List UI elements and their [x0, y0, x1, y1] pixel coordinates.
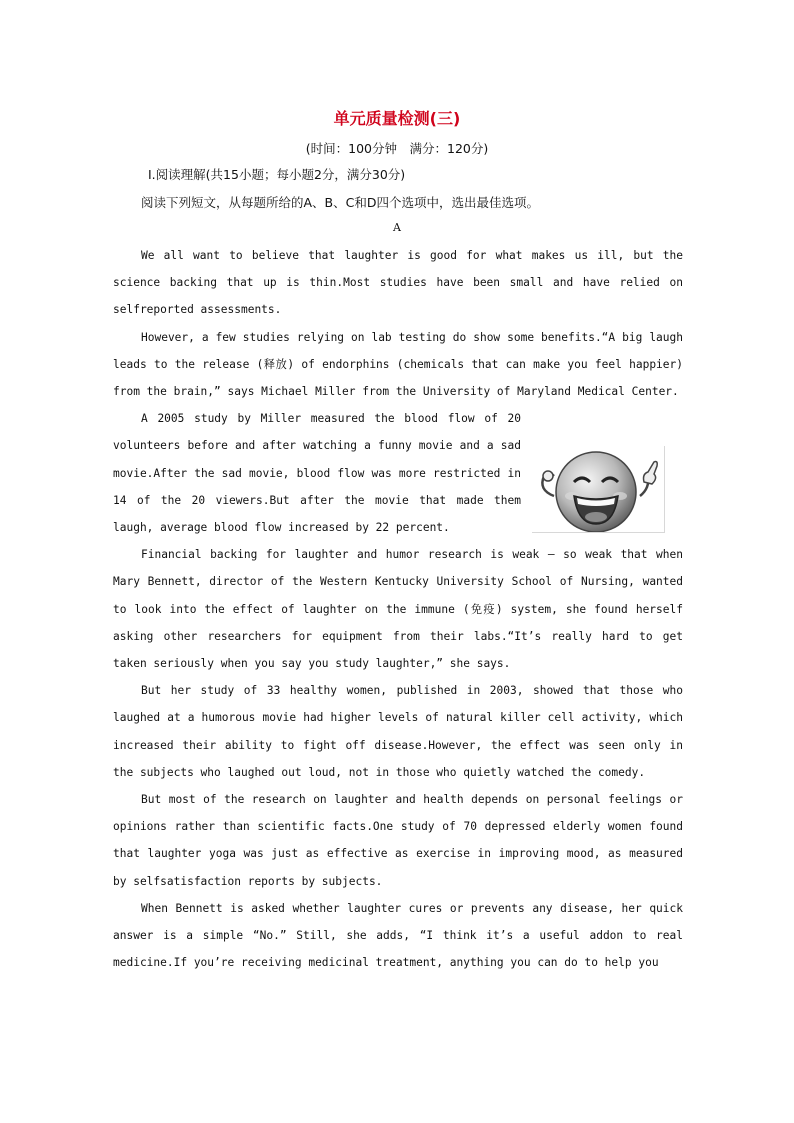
- paragraph: A 2005 study by Miller measured the blood flow of 20 volunteers before and after watching a funny movie and a sad movie.After the sad movie, blood flow was more restricted in 14 of the 20 viewers.But after the movie that made them laugh, average blood flow increased by 22 percent.: [113, 412, 521, 535]
- passage-body: [113, 242, 683, 976]
- laughing-face-image: [532, 446, 665, 533]
- page-title: 单元质量检测(三): [333, 109, 461, 128]
- exam-info: (时间：100分钟 满分：120分): [305, 141, 489, 156]
- passage-label: A: [393, 221, 401, 234]
- section-heading: Ⅰ.阅读理解(共15小题；每小题2分，满分30分): [148, 167, 406, 182]
- section-instruction: 阅读下列短文，从每题所给的A、B、C和D四个选项中，选出最佳选项。: [141, 195, 539, 210]
- paragraph: But most of the research on laughter and health depends on personal feelings or opinions rather than scientific facts.One study of 70 depressed elderly women found that laughter yoga was just as effective as exercise in improving mood, as measured by selfsatisfaction reports by subjects.: [113, 793, 683, 888]
- paragraph: However, a few studies relying on lab testing do show some benefits.“A big laugh leads to the release (释放) of endorphins (chemicals that can make you feel happier) from the brain,” says Michael Miller from the University of Maryland Medical Center.: [113, 330, 683, 399]
- paragraph: When Bennett is asked whether laughter cures or prevents any disease, her quick answer is a simple “No.” Still, she adds, “I think it’s a useful addon to real medicine.If you’re receiving medicinal treatment, anything you can do to help you: [113, 901, 683, 970]
- paragraph: But her study of 33 healthy women, published in 2003, showed that those who laughed at a humorous movie had higher levels of natural killer cell activity, which increased their ability to fight off disease.However, the effect was seen only in the subjects who laughed out loud, not in those who quietly watched the comedy.: [113, 684, 683, 779]
- paragraph: We all want to believe that laughter is good for what makes us ill, but the science backing that up is thin.Most studies have been small and have relied on selfreported assessments.: [113, 249, 683, 317]
- paragraph: Financial backing for laughter and humor research is weak — so weak that when Mary Bennett, director of the Western Kentucky University School of Nursing, wanted to look into the effect of laughter on the immune (免疫) system, she found herself asking other researchers for equipment from their labs.“It’s really hard to get taken seriously when you say you study laughter,” she says.: [113, 548, 683, 671]
- laughing-smiley-face-icon: [532, 446, 664, 532]
